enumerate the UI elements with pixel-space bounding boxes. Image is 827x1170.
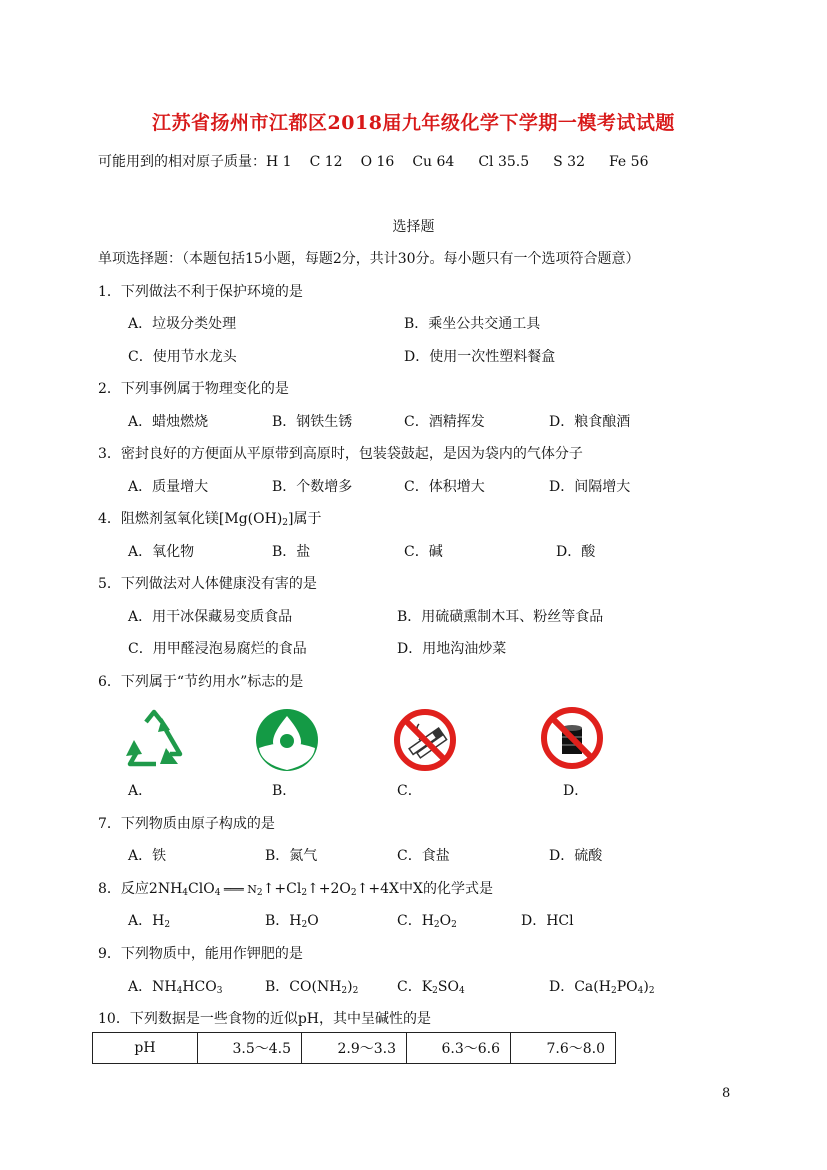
q9-d-text: ): [643, 979, 649, 995]
q9-b-sub: 2: [352, 986, 359, 996]
q6-option-a: A．: [128, 783, 153, 799]
atomic-mass-fe: Fe 56: [608, 154, 649, 170]
q8-sub: 4: [182, 888, 189, 898]
question-9-stem: 9．下列物质中，能用作钾肥的是: [98, 946, 303, 962]
q8-sub: 2: [301, 888, 308, 898]
q9-b-sub: 2: [341, 986, 348, 996]
table-cell: pH: [93, 1033, 198, 1064]
page-number: 8: [722, 1086, 731, 1101]
q9-a-text: A．NH: [128, 979, 177, 995]
q9-d-sub: 2: [610, 986, 617, 996]
atomic-mass-cu: Cu 64: [412, 154, 455, 170]
question-2-stem: 2．下列事例属于物理变化的是: [98, 381, 289, 397]
question-6-stem: 6．下列属于“节约用水”标志的是: [98, 674, 304, 690]
q4-option-d: D．酸: [556, 544, 596, 560]
atomic-mass-o: O 16: [360, 154, 395, 170]
q4-option-b: B．盐: [272, 544, 311, 560]
question-1-stem: 1．下列做法不利于保护环境的是: [98, 284, 303, 300]
atomic-mass-h: H 1: [266, 154, 292, 170]
q8-c-sub: 2: [433, 920, 440, 930]
q8-stem-part: ↑+2O: [307, 881, 351, 897]
q1-option-c: C．使用节水龙头: [128, 349, 237, 365]
no-smoking-icon: [393, 708, 457, 772]
q8-c-text: C．H: [397, 913, 434, 929]
atomic-masses: [98, 151, 648, 171]
q9-option-d: [549, 976, 655, 996]
question-4-stem: [98, 508, 321, 528]
atomic-mass-cl: Cl 35.5: [478, 154, 530, 170]
q8-b-text: O: [307, 913, 319, 929]
q9-c-sub: 4: [458, 986, 465, 996]
water-saving-icon: [255, 708, 319, 772]
table-cell: 3.5～4.5: [198, 1033, 302, 1064]
q6-option-d: D．: [563, 783, 589, 799]
q9-a-text: HCO: [182, 979, 217, 995]
atomic-masses-label: 可能用到的相对原子质量：: [98, 154, 266, 170]
q3-option-a: A．质量增大: [128, 479, 209, 495]
q5-option-c: C．用甲醛浸泡易腐烂的食品: [128, 641, 307, 657]
q8-stem-part: 8．反应2NH: [98, 881, 183, 897]
instructions: 单项选择题：（本题包括15小题，每题2分，共计30分。每小题只有一个选项符合题意）: [98, 251, 640, 267]
q8-b-text: B．H: [265, 913, 302, 929]
q2-option-d: D．粮食酿酒: [549, 414, 631, 430]
q8-option-c: [397, 910, 457, 930]
recycle-icon: [122, 708, 186, 772]
q8-stem-part: ↑+Cl: [262, 881, 302, 897]
question-3-stem: 3．密封良好的方便面从平原带到高原时，包装袋鼓起，是因为袋内的气体分子: [98, 446, 583, 462]
atomic-mass-c: C 12: [309, 154, 343, 170]
q5-option-d: D．用地沟油炒菜: [397, 641, 507, 657]
q7-option-c: C．食盐: [397, 848, 450, 864]
q1-option-b: B．乘坐公共交通工具: [404, 316, 541, 332]
q8-sub: 2: [350, 888, 357, 898]
q8-b-sub: 2: [301, 920, 308, 930]
q8-option-a: [128, 910, 170, 930]
table-cell: 6.3～6.6: [407, 1033, 511, 1064]
q9-c-text: SO: [437, 979, 459, 995]
q9-d-text: PO: [616, 979, 638, 995]
q9-option-b: [265, 976, 358, 996]
q9-a-sub: 4: [176, 986, 183, 996]
q2-option-c: C．酒精挥发: [404, 414, 485, 430]
q8-c-sub: 2: [451, 920, 457, 930]
q9-a-sub: 3: [216, 986, 223, 996]
question-10-stem: 10．下列数据是一些食物的近似pH，其中呈碱性的是: [98, 1011, 431, 1027]
q9-option-c: [397, 976, 465, 996]
q8-a-sub: 2: [164, 920, 171, 930]
no-dumping-icon: [540, 706, 604, 770]
q3-option-c: C．体积增大: [404, 479, 485, 495]
question-8-stem: [98, 878, 493, 898]
q2-option-a: A．蜡烛燃烧: [128, 414, 209, 430]
q8-a-text: A．H: [128, 913, 165, 929]
q6-option-b: B．: [272, 783, 297, 799]
table-row: [93, 1033, 616, 1064]
q4-stem-sub: 2: [282, 518, 289, 528]
table-cell: 2.9～3.3: [302, 1033, 407, 1064]
q9-b-text: ): [347, 979, 353, 995]
q9-d-text: D．Ca(H: [549, 979, 611, 995]
q4-stem-post: ]属于: [288, 511, 322, 527]
q9-d-sub: 2: [648, 986, 655, 996]
q9-d-sub: 4: [637, 986, 644, 996]
q8-c-text: O: [439, 913, 452, 929]
q3-option-b: B．个数增多: [272, 479, 353, 495]
q8-stem-part: ═══ N: [220, 883, 257, 896]
q8-sub: 2: [256, 888, 263, 898]
q9-c-sub: 2: [432, 986, 438, 996]
q4-option-a: A．氧化物: [128, 544, 195, 560]
q8-stem-part: ClO: [188, 881, 215, 897]
q9-b-text: B．CO(NH: [265, 979, 342, 995]
q8-sub: 4: [214, 888, 221, 898]
q7-option-d: D．硫酸: [549, 848, 603, 864]
q3-option-d: D．间隔增大: [549, 479, 631, 495]
q6-option-c: C．: [397, 783, 422, 799]
ph-table: [92, 1032, 616, 1064]
table-cell: 7.6～8.0: [511, 1033, 616, 1064]
q4-stem-pre: 4．阻燃剂氢氧化镁[Mg(OH): [98, 511, 283, 527]
q5-option-a: A．用干冰保藏易变质食品: [128, 609, 293, 625]
q1-option-a: A．垃圾分类处理: [128, 316, 237, 332]
q9-c-text: C．K: [397, 979, 433, 995]
q2-option-b: B．钢铁生锈: [272, 414, 353, 430]
q7-option-b: B．氮气: [265, 848, 318, 864]
page-title: 江苏省扬州市江都区2018届九年级化学下学期一模考试试题: [152, 112, 675, 134]
section-title: 选择题: [392, 219, 435, 235]
q4-option-c: C．碱: [404, 544, 443, 560]
q8-stem-part: ↑+4X中X的化学式是: [356, 881, 493, 897]
atomic-mass-s: S 32: [553, 154, 585, 170]
q7-option-a: A．铁: [128, 848, 167, 864]
question-5-stem: 5．下列做法对人体健康没有害的是: [98, 576, 317, 592]
question-7-stem: 7．下列物质由原子构成的是: [98, 816, 275, 832]
q8-option-d: D．HCl: [521, 913, 574, 929]
q5-option-b: B．用硫磺熏制木耳、粉丝等食品: [397, 609, 604, 625]
q9-option-a: [128, 976, 222, 996]
q8-option-b: [265, 910, 319, 930]
q1-option-d: D．使用一次性塑料餐盒: [404, 349, 556, 365]
